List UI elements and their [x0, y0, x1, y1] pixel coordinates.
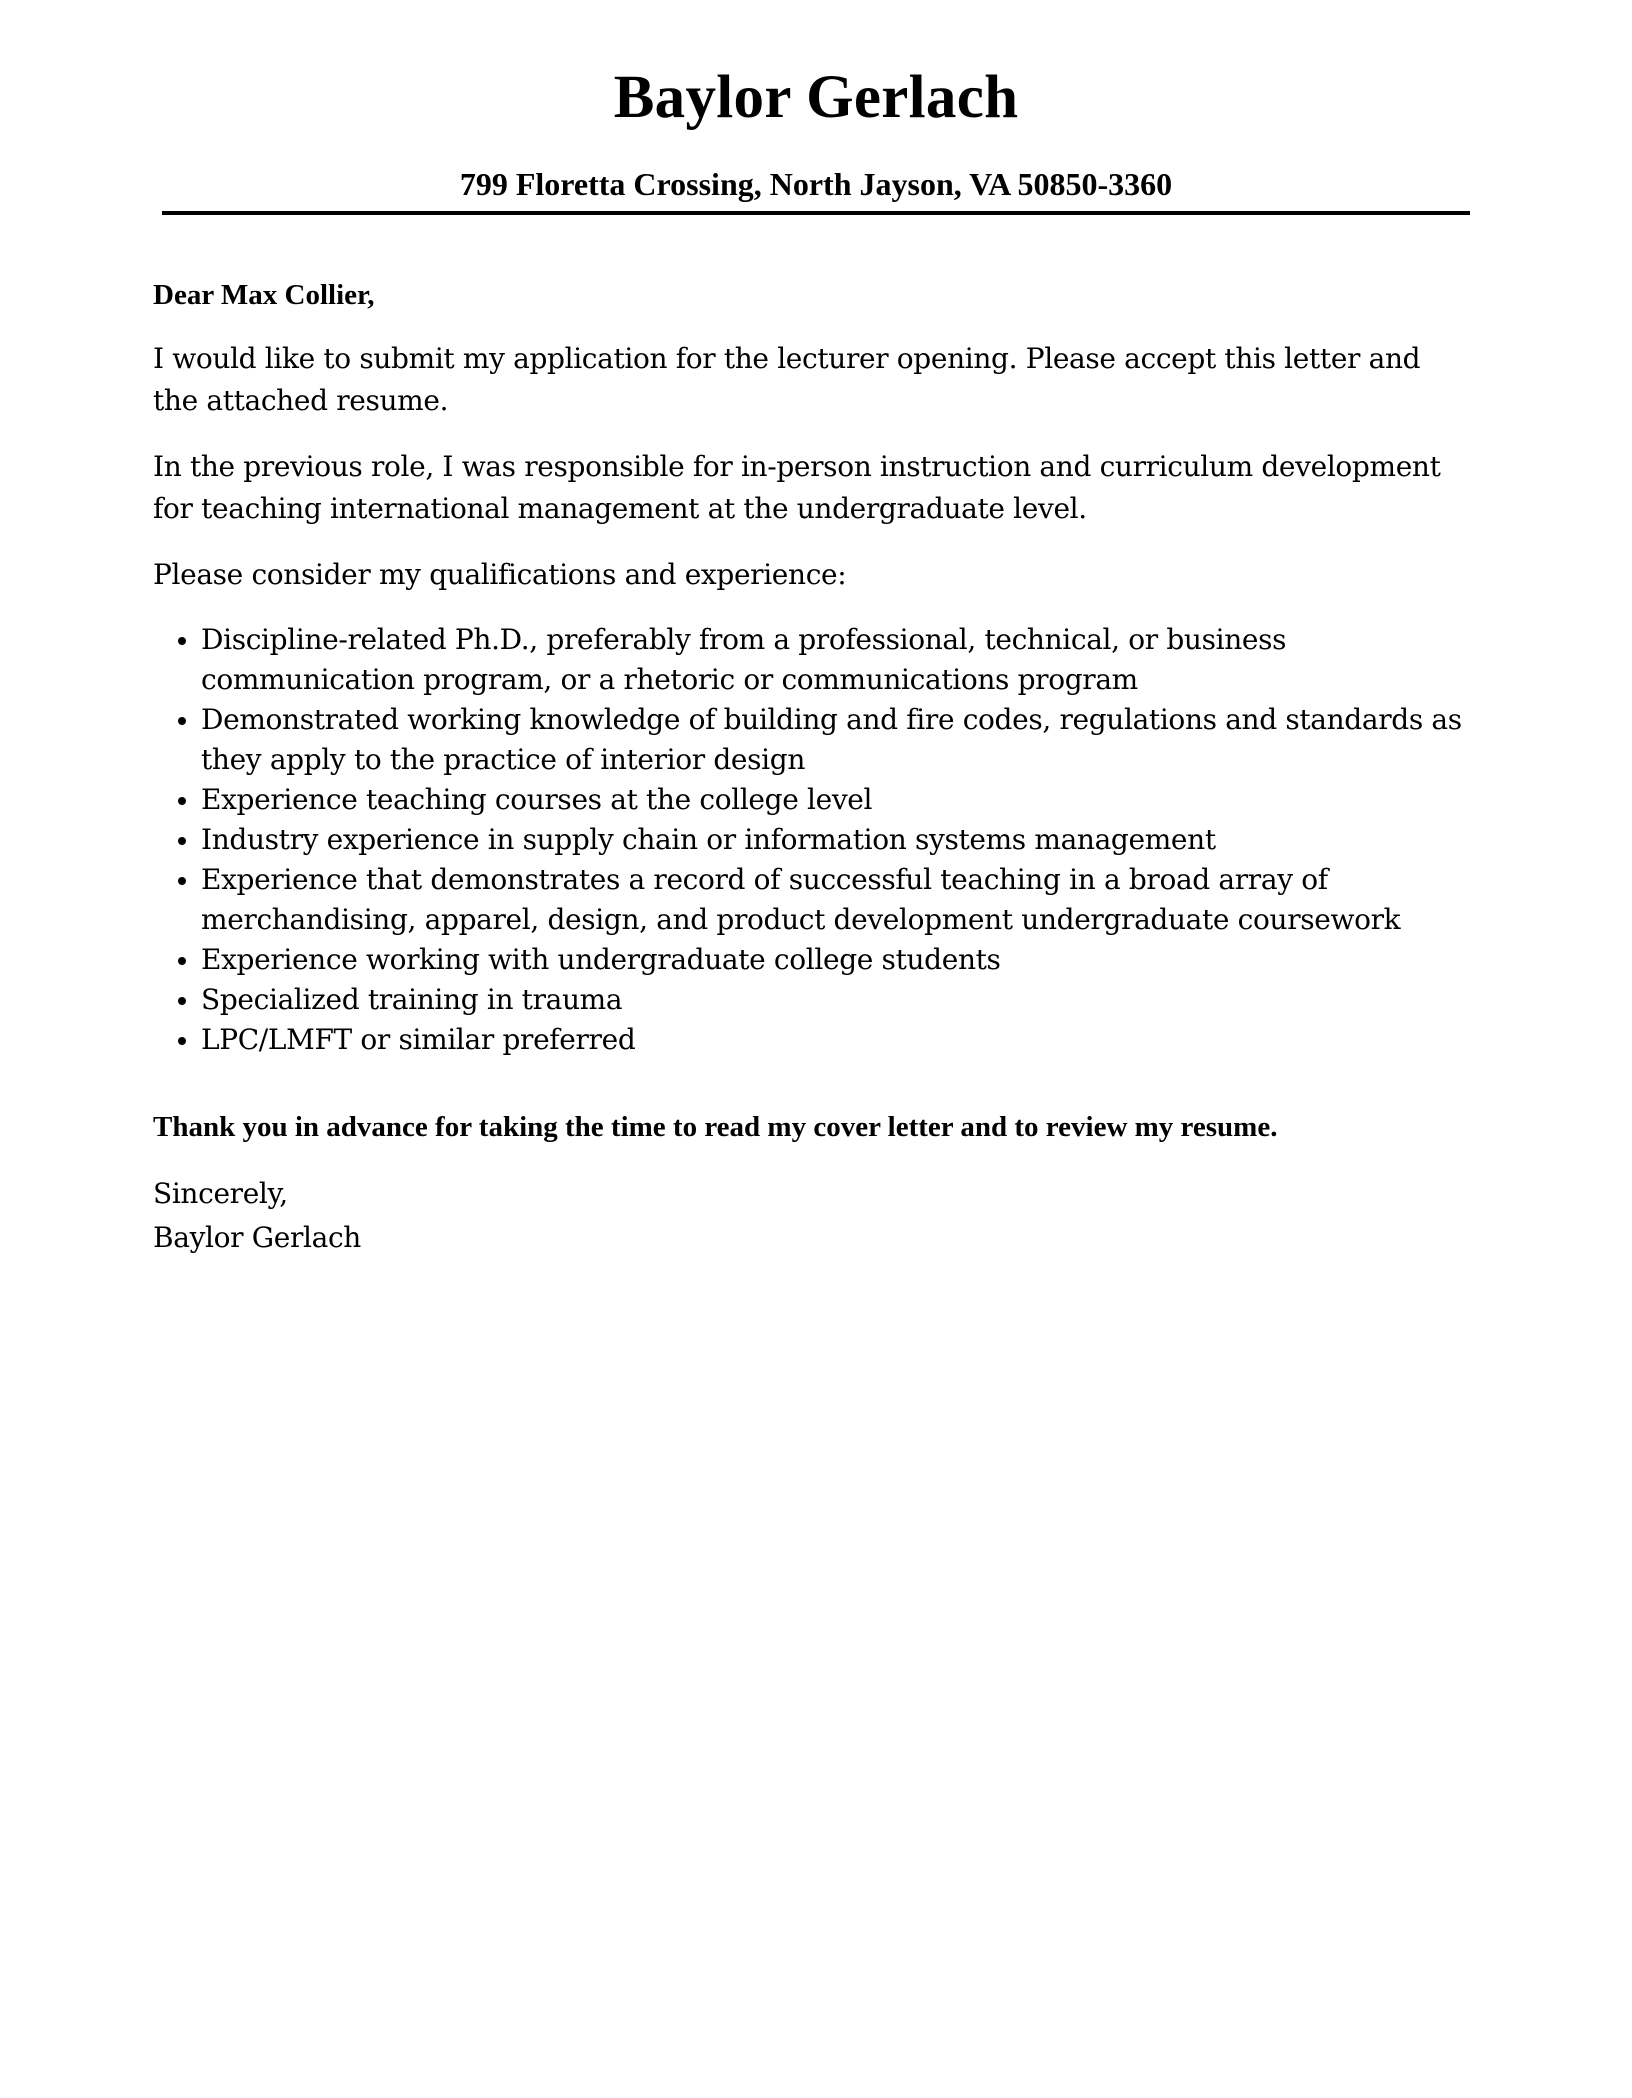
- list-item-text: Demonstrated working knowledge of building and fire codes, regulations and standards as they apply to the practice of interior design: [201, 703, 1462, 776]
- bullet-icon: [178, 797, 186, 805]
- qualifications-list: [153, 620, 1473, 1060]
- list-item: [153, 780, 1473, 820]
- list-item-text: Experience teaching courses at the college level: [201, 783, 873, 816]
- letter-header: [162, 60, 1470, 204]
- list-item-text: Discipline-related Ph.D., preferably from a professional, technical, or business communication program, or a rhetoric or communications program: [201, 623, 1287, 696]
- signoff: Sincerely,: [153, 1177, 288, 1210]
- list-item-text: Industry experience in supply chain or information systems management: [201, 823, 1216, 856]
- list-item: [153, 980, 1473, 1020]
- applicant-name: Baylor Gerlach: [613, 64, 1019, 131]
- list-item: [153, 940, 1473, 980]
- bullet-icon: [178, 717, 186, 725]
- bullet-icon: [178, 837, 186, 845]
- list-item-text: Specialized training in trauma: [201, 983, 623, 1016]
- signature-name: Baylor Gerlach: [153, 1221, 361, 1254]
- bullet-icon: [178, 877, 186, 885]
- qualifications-intro: Please consider my qualifications and experience:: [153, 558, 847, 591]
- signoff-block: [153, 1172, 1473, 1260]
- bullet-icon: [178, 957, 186, 965]
- salutation: Dear Max Collier,: [153, 279, 375, 311]
- experience-paragraph: In the previous role, I was responsible for in-person instruction and curriculum development for teaching international management at the undergraduate level.: [153, 450, 1441, 525]
- bullet-icon: [178, 1037, 186, 1045]
- list-item: [153, 820, 1473, 860]
- list-item-text: Experience working with undergraduate college students: [201, 943, 1001, 976]
- intro-paragraph: I would like to submit my application for the lecturer opening. Please accept this letter and the attached resume.: [153, 342, 1421, 417]
- list-item-text: LPC/LMFT or similar preferred: [201, 1023, 636, 1056]
- list-item: [153, 1020, 1473, 1060]
- list-item: [153, 620, 1473, 700]
- list-item: [153, 700, 1473, 780]
- bullet-icon: [178, 997, 186, 1005]
- closing-statement: Thank you in advance for taking the time to read my cover letter and to review my resume.: [153, 1111, 1278, 1143]
- bullet-icon: [178, 637, 186, 645]
- header-divider: [162, 211, 1470, 215]
- applicant-address: 799 Floretta Crossing, North Jayson, VA 50850-3360: [459, 166, 1173, 202]
- list-item: [153, 860, 1473, 940]
- letter-body: [153, 274, 1473, 1260]
- list-item-text: Experience that demonstrates a record of successful teaching in a broad array of merchandising, apparel, design, and product development undergraduate coursework: [201, 863, 1401, 936]
